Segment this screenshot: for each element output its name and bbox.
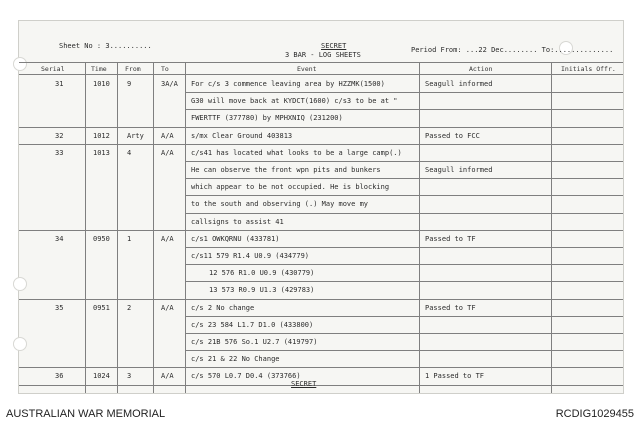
period-range: Period From: ...22 Dec........ To:.............. bbox=[411, 46, 614, 54]
time-cell: 1024 bbox=[93, 372, 110, 381]
row-rule bbox=[19, 385, 623, 386]
event-line: c/s 570 L0.7 D0.4 (373766) bbox=[191, 372, 301, 381]
serial-cell: 33 bbox=[55, 148, 64, 157]
event-line: He can observe the front wpn pits and bunkers bbox=[191, 166, 381, 174]
log-sheet-card bbox=[18, 20, 624, 394]
action-cell: Passed to TF bbox=[425, 234, 476, 243]
row-rule bbox=[185, 178, 623, 179]
time-cell: 1010 bbox=[93, 80, 110, 88]
event-line: s/mx Clear Ground 403813 bbox=[191, 131, 293, 140]
time-cell: 1012 bbox=[93, 131, 110, 140]
event-line: to the south and observing (.) May move my bbox=[191, 200, 369, 209]
event-line: callsigns to assist 41 bbox=[191, 217, 284, 226]
time-cell: 0950 bbox=[93, 234, 110, 243]
from-cell: 2 bbox=[127, 303, 132, 312]
punch-hole bbox=[13, 337, 27, 351]
row-rule bbox=[185, 333, 623, 334]
serial-cell: 35 bbox=[55, 303, 64, 312]
action-cell: Passed to FCC bbox=[425, 131, 480, 140]
event-line: 13 573 R0.9 U1.3 (429783) bbox=[209, 286, 315, 295]
event-line: c/s 23 584 L1.7 D1.0 (433800) bbox=[191, 320, 314, 329]
header-time: Time bbox=[91, 65, 107, 73]
header-from: From bbox=[125, 65, 141, 73]
event-line: FWERTTF (377780) by MPHXNIQ (231200) bbox=[191, 114, 343, 123]
security-stamp-top: SECRET bbox=[321, 42, 347, 50]
event-line: c/s41 has located what looks to be a large camp(.) bbox=[191, 148, 402, 157]
from-cell: 9 bbox=[127, 80, 132, 88]
event-line: c/s1 OWKQRNU (433781) bbox=[191, 234, 280, 243]
row-rule bbox=[185, 247, 623, 248]
from-cell: Arty bbox=[127, 131, 144, 140]
from-cell: 1 bbox=[127, 234, 132, 243]
row-rule bbox=[185, 92, 623, 93]
to-cell: A/A bbox=[161, 234, 174, 243]
event-line: c/s11 579 R1.4 U0.9 (434779) bbox=[191, 252, 310, 260]
action-cell: Passed to TF bbox=[425, 303, 476, 312]
to-cell: 3A/A bbox=[161, 80, 178, 88]
row-rule bbox=[19, 144, 623, 145]
security-stamp-bottom: SECRET bbox=[291, 380, 317, 388]
sheet-number: Sheet No : 3.......... bbox=[59, 42, 152, 50]
serial-cell: 36 bbox=[55, 372, 64, 381]
event-line: c/s 2 No change bbox=[191, 303, 255, 312]
time-cell: 1013 bbox=[93, 148, 110, 157]
row-rule bbox=[185, 213, 623, 214]
to-cell: A/A bbox=[161, 131, 174, 140]
row-rule bbox=[185, 350, 623, 351]
header-action: Action bbox=[469, 65, 493, 73]
row-rule bbox=[185, 195, 623, 196]
row-rule bbox=[19, 367, 623, 368]
serial-cell: 34 bbox=[55, 234, 64, 243]
sheet-title: 3 BAR - LOG SHEETS bbox=[285, 51, 361, 59]
action-cell: Seagull informed bbox=[425, 166, 493, 174]
to-cell: A/A bbox=[161, 372, 174, 381]
punch-hole bbox=[13, 277, 27, 291]
time-cell: 0951 bbox=[93, 303, 110, 312]
action-cell: 1 Passed to TF bbox=[425, 372, 485, 381]
punch-hole bbox=[13, 57, 27, 71]
header-serial: Serial bbox=[41, 65, 65, 73]
serial-cell: 32 bbox=[55, 131, 64, 140]
footer-record-id: RCDIG1029455 bbox=[555, 408, 634, 420]
row-rule bbox=[19, 127, 623, 128]
row-rule bbox=[185, 161, 623, 162]
event-line: c/s 21B 576 So.1 U2.7 (419797) bbox=[191, 338, 318, 346]
row-rule bbox=[19, 299, 623, 300]
serial-cell: 31 bbox=[55, 80, 64, 88]
event-line: c/s 21 & 22 No Change bbox=[191, 355, 280, 364]
from-cell: 4 bbox=[127, 148, 132, 157]
from-cell: 3 bbox=[127, 372, 132, 381]
header-initials: Initials Offr. bbox=[561, 65, 616, 73]
event-line: 12 576 R1.0 U0.9 (430779) bbox=[209, 269, 315, 278]
row-rule bbox=[185, 316, 623, 317]
event-line: which appear to be not occupied. He is blocking bbox=[191, 183, 390, 192]
event-line: For c/s 3 commence leaving area by HZZMK(1500) bbox=[191, 80, 385, 88]
row-rule bbox=[185, 281, 623, 282]
row-rule bbox=[185, 264, 623, 265]
to-cell: A/A bbox=[161, 303, 174, 312]
row-rule bbox=[185, 109, 623, 110]
row-rule bbox=[19, 230, 623, 231]
header-event: Event bbox=[297, 65, 317, 73]
header-to: To bbox=[161, 65, 169, 73]
to-cell: A/A bbox=[161, 148, 174, 157]
event-line: G30 will move back at KYDCT(1600) c/s3 to be at " bbox=[191, 97, 398, 106]
footer-archive-name: AUSTRALIAN WAR MEMORIAL bbox=[6, 408, 166, 420]
action-cell: Seagull informed bbox=[425, 80, 493, 88]
